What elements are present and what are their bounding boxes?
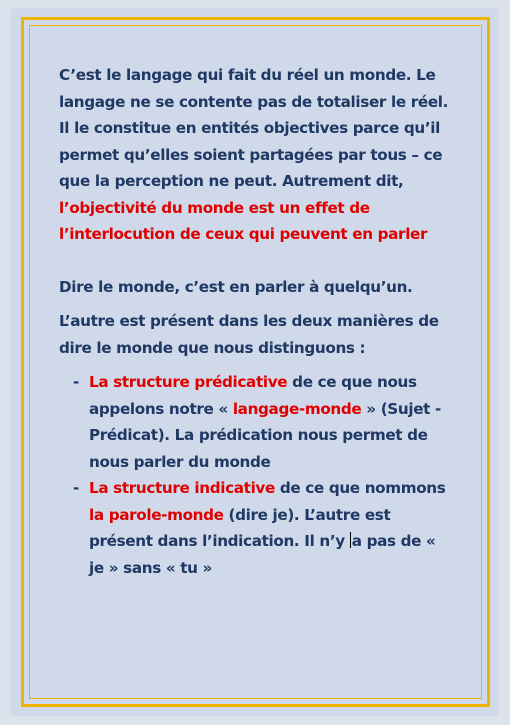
item-2-text-2a: (dire je). L’autre est présent dans l’indication. Il n’y	[89, 505, 391, 550]
item-2-text-1: de ce que nommons	[274, 479, 446, 497]
paragraph-1	[59, 62, 454, 248]
list-bullet: -	[73, 373, 79, 391]
paragraph-1-text: C’est le langage qui fait du réel un monde. Le langage ne se contente pas de totaliser le réel. Il le constitue en entités objectives parce qu’il permet qu’elles soient partagées par tous – ce que la perception ne peut. Autrement dit,	[59, 66, 449, 190]
paragraph-1-highlight: l’objectivité du monde est un effet de l’interlocution de ceux qui peuvent en parler	[59, 198, 428, 243]
list-item	[59, 475, 454, 581]
item-2-highlight-1: La structure indicative	[89, 479, 275, 497]
paragraph-2: Dire le monde, c’est en parler à quelqu’un.	[59, 277, 413, 296]
item-1-text-1: de ce que nous appelons notre «	[89, 373, 417, 418]
paragraph-3: L’autre est présent dans les deux manières de dire le monde que nous distinguons :	[59, 312, 439, 357]
document-page	[12, 9, 497, 715]
list-item	[59, 369, 454, 475]
item-2-highlight-2: la parole-monde	[89, 505, 224, 524]
list-bullet: -	[73, 479, 79, 497]
bullet-list	[59, 369, 454, 581]
item-1-highlight-1: La structure prédicative	[89, 373, 288, 391]
item-2-text-2b: a pas de « je » sans « tu »	[89, 532, 436, 577]
document-body[interactable]	[59, 62, 454, 581]
item-1-text-2: » (Sujet - Prédicat). La prédication nous permet de nous parler du monde	[89, 399, 441, 471]
item-1-highlight-2: langage-monde	[232, 399, 362, 418]
